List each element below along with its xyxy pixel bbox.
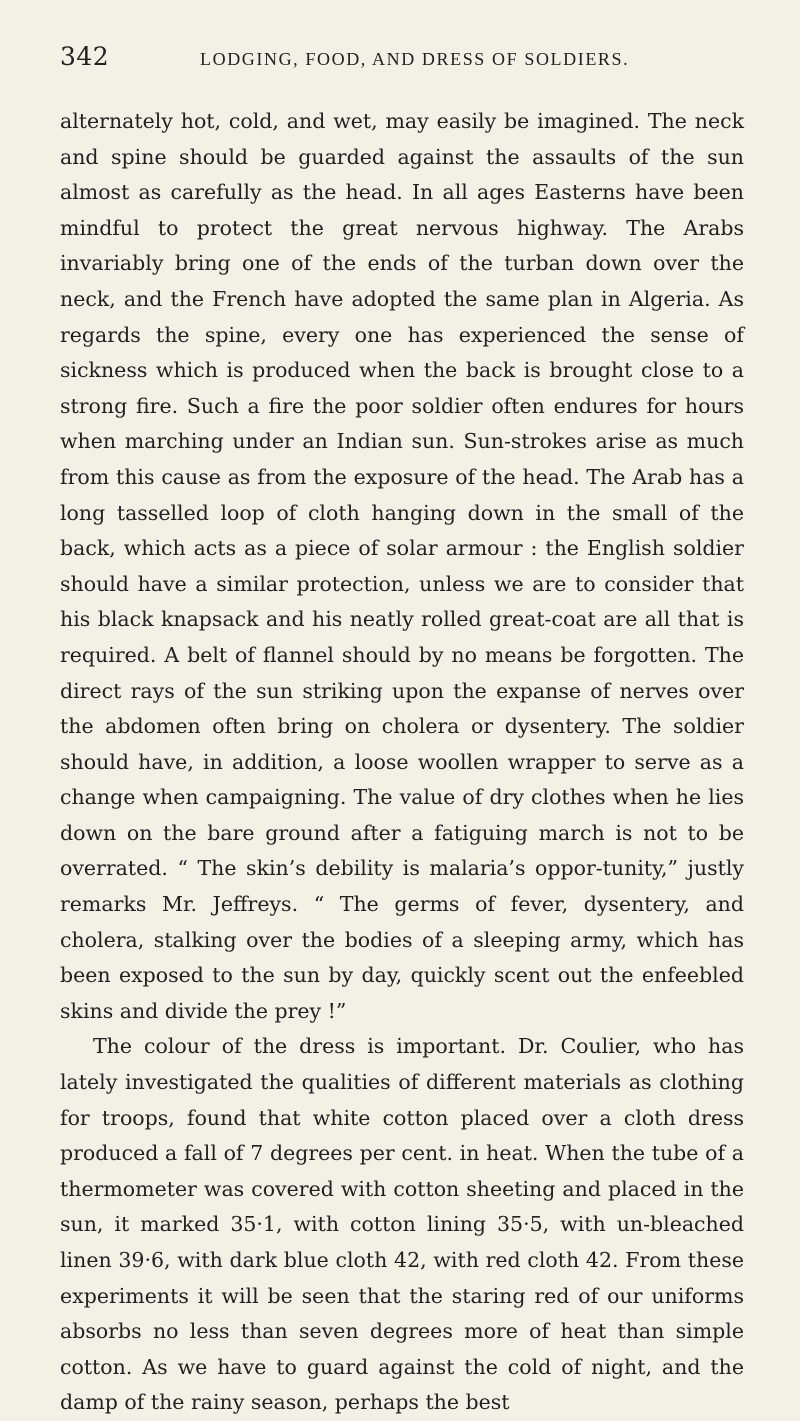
page-number: 342 — [60, 42, 110, 71]
running-head — [60, 42, 744, 84]
paragraph-dress-colour: The colour of the dress is important. Dr. Coulier, who has lately investigated the qualities of different materials as clothing for troops, found that white cotton placed over a cloth dress produced a fall of 7 degrees per cent. in heat. When the tube of a thermometer was covered with cotton sheeting and placed in the sun, it marked 35·1, with cotton lining 35·5, with un-bleached linen 39·6, with dark blue cloth 42, with red cloth 42. From these experiments it will be seen that the staring red of our uniforms absorbs no less than seven degrees more of heat than simple cotton. As we have to guard against the cold of night, and the damp of the rainy season, perhaps the best — [60, 1034, 744, 1415]
body-text — [60, 104, 744, 1421]
paragraph-continued: alternately hot, cold, and wet, may easily be imagined. The neck and spine should be guarded against the assaults of the sun almost as carefully as the head. In all ages Easterns have been mindful to protect the great nervous highway. The Arabs invariably bring one of the ends of the turban down over the neck, and the French have adopted the same plan in Algeria. As regards the spine, every one has experienced the sense of sickness which is produced when the back is brought close to a strong fire. Such a fire the poor soldier often endures for hours when marching under an Indian sun. Sun-strokes arise as much from this cause as from the exposure of the head. The Arab has a long tasselled loop of cloth hanging down in the small of the back, which acts as a piece of solar armour : the English soldier should have a similar protection, unless we are to consider that his black knapsack and his neatly rolled great-coat are all that is required. A belt of flannel should by no means be forgotten. The direct rays of the sun striking upon the expanse of nerves over the abdomen often bring on cholera or dysentery. The soldier should have, in addition, a loose woollen wrapper to serve as a change when campaigning. The value of dry clothes when he lies down on the bare ground after a fatiguing march is not to be overrated. “ The skin’s debility is malaria’s oppor-tunity,” justly remarks Mr. Jeffreys. “ The germs of fever, dysentery, and cholera, stalking over the bodies of a sleeping army, which has been exposed to the sun by day, quickly scent out the enfeebled skins and divide the prey !” — [60, 109, 744, 1023]
running-title: LODGING, FOOD, AND DRESS OF SOLDIERS. — [200, 49, 630, 69]
